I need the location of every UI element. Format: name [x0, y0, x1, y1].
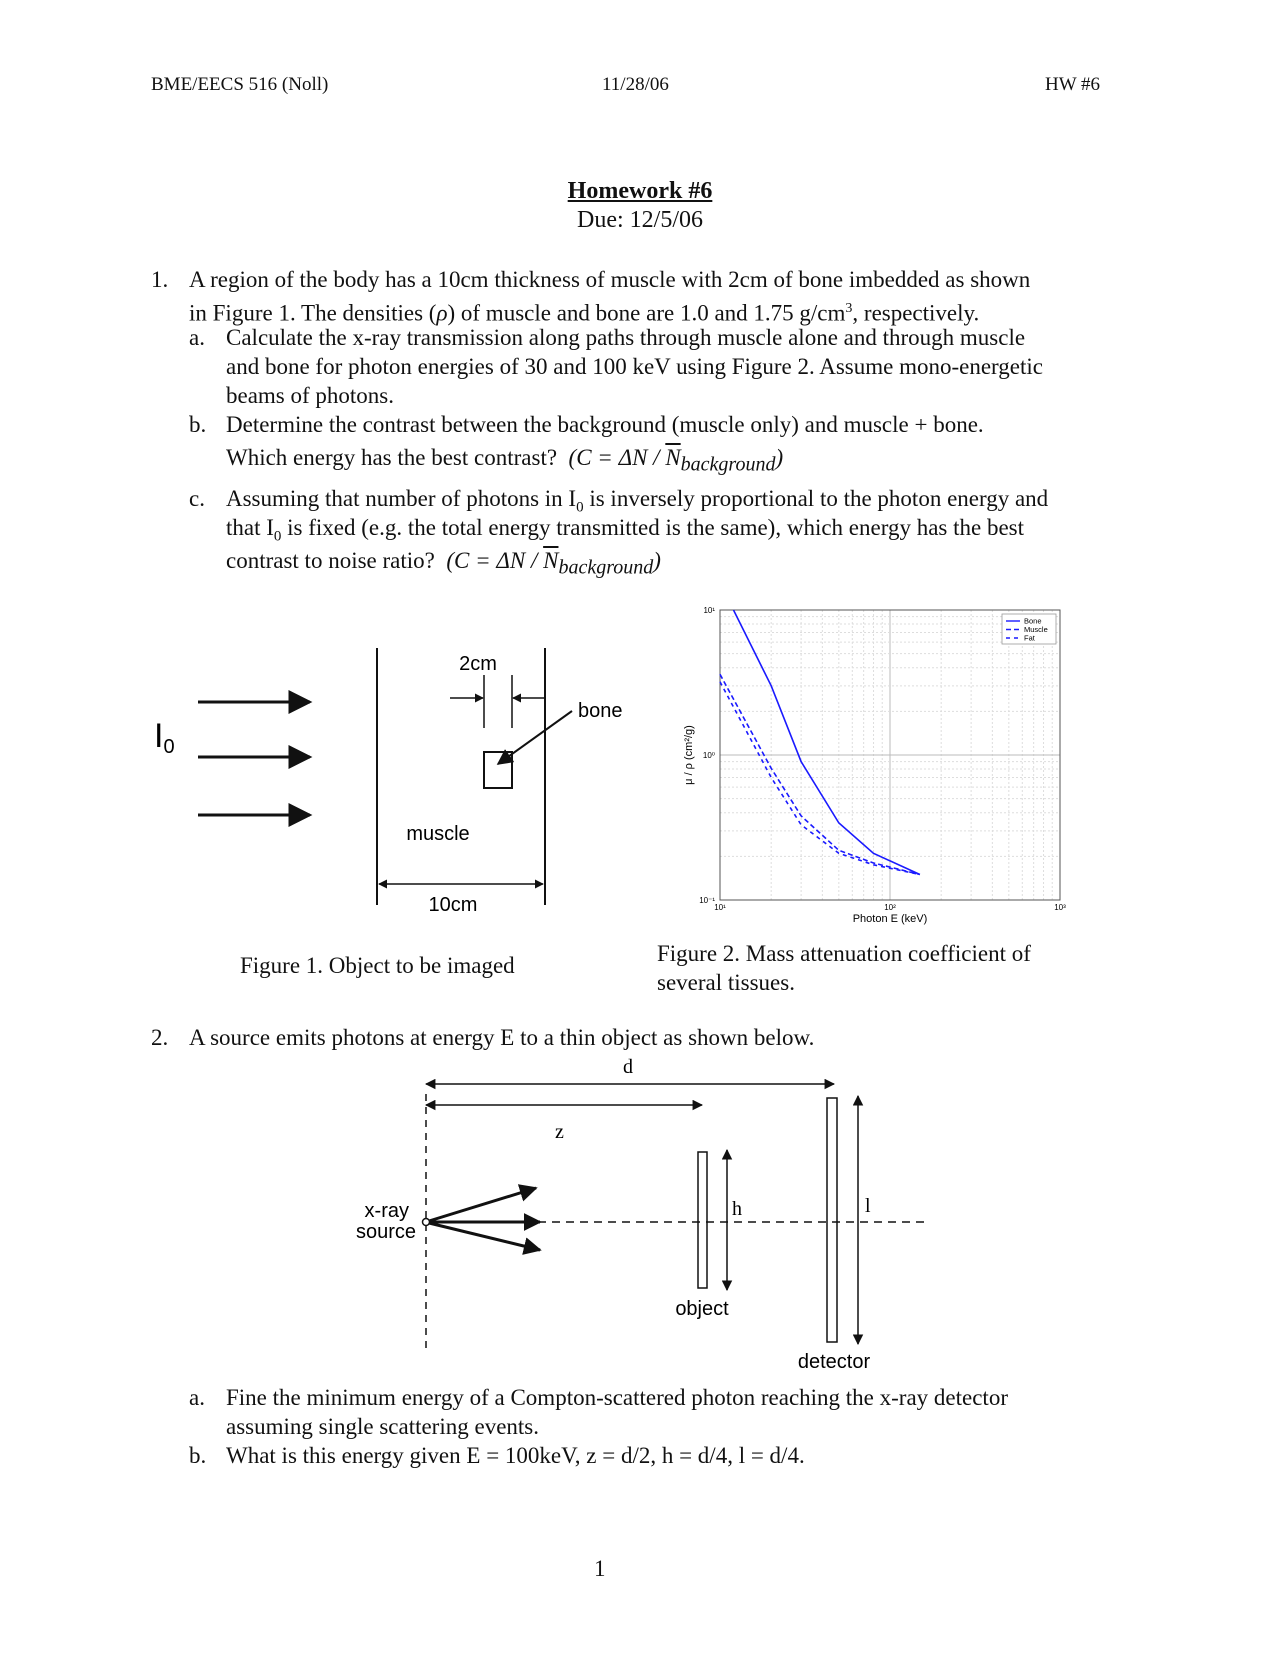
figure-2-chart	[660, 598, 1100, 933]
ray-down	[429, 1223, 540, 1250]
header-date: 11/28/06	[602, 74, 669, 95]
q1c-line1: Assuming that number of photons in $I_0$ is inversely proportional to the photon energy and	[226, 486, 1049, 516]
q1-line1: A region of the body has a 10cm thickness of muscle with 2cm of bone imbedded as shown	[189, 267, 1031, 292]
page-title: Homework #6	[567, 178, 713, 204]
q1c-label: c.	[189, 486, 205, 511]
label-2cm: 2cm	[459, 653, 497, 675]
q1a-line3: beams of photons.	[226, 383, 395, 408]
label-h: h	[732, 1198, 742, 1220]
label-bone: bone	[578, 700, 623, 722]
y-tick-label: 10⁰	[702, 751, 715, 760]
figure-3-geometry	[330, 1050, 950, 1380]
figure-1-caption: Figure 1. Object to be imaged	[240, 953, 515, 978]
q1b-line2: Which energy has the best contrast? $(C = \Delta N / \overline{N}_{background})$	[226, 445, 784, 476]
y-tick-label: 10⁻¹	[699, 896, 715, 905]
label-xray: x-ray	[364, 1200, 409, 1222]
detector-slab	[827, 1098, 837, 1342]
i0-label: I0	[154, 717, 175, 758]
legend-entry: Bone	[1024, 616, 1042, 626]
figure-1	[140, 630, 660, 920]
source-point	[423, 1219, 430, 1226]
q2b-label: b.	[189, 1443, 207, 1468]
q1b-label: b.	[189, 412, 207, 437]
q1-number: 1.	[151, 267, 169, 292]
label-10cm: 10cm	[428, 894, 478, 916]
legend-entry: Fat	[1024, 633, 1035, 643]
q2-number: 2.	[151, 1025, 169, 1050]
q1a-line1: Calculate the x-ray transmission along paths through muscle alone and through muscle	[226, 325, 1026, 350]
legend-entry: Muscle	[1024, 625, 1048, 634]
label-muscle: muscle	[406, 823, 470, 845]
y-tick-label: 10¹	[703, 606, 715, 615]
q2a-line1: Fine the minimum energy of a Compton-scattered photon reaching the x-ray detector	[226, 1385, 1008, 1410]
q2b-line1: What is this energy given E = 100keV, z = d/2, h = d/4, l = d/4.	[226, 1443, 805, 1468]
q1c-line3: contrast to noise ratio? $(C = \Delta N / \overline{N}_{background})$	[226, 548, 661, 579]
object-slab	[698, 1152, 707, 1288]
q1a-line2: and bone for photon energies of 30 and 100 keV using Figure 2. Assume mono-energetic	[226, 354, 1043, 379]
y-axis-label: μ / ρ (cm²/g)	[683, 725, 695, 785]
q2a-label: a.	[189, 1385, 205, 1410]
label-source: source	[355, 1221, 416, 1243]
bone-pointer	[498, 711, 572, 764]
q1c-line2: that $I_0$ is fixed (e.g. the total energy transmitted is the same), which energy has the best	[226, 515, 1025, 545]
x-tick-label: 10¹	[714, 903, 726, 912]
header-course: BME/EECS 516 (Noll)	[151, 74, 329, 95]
series-line-bone	[734, 610, 920, 875]
x-tick-label: 10³	[1054, 903, 1066, 912]
header-hw: HW #6	[1045, 74, 1101, 95]
x-axis-label: Photon E (keV)	[852, 913, 928, 925]
figure-2-caption-1: Figure 2. Mass attenuation coefficient of	[657, 941, 1031, 966]
q2a-line2: assuming single scattering events.	[226, 1414, 539, 1439]
label-l: l	[865, 1195, 871, 1217]
q2-line1: A source emits photons at energy E to a thin object as shown below.	[189, 1025, 815, 1050]
q1-line2: in Figure 1. The densities (ρ) of muscle and bone are 1.0 and 1.75 $g/cm^3$, respectively.	[189, 300, 980, 326]
q1b-line1: Determine the contrast between the background (muscle only) and muscle + bone.	[226, 412, 984, 437]
due-date: Due: 12/5/06	[577, 207, 703, 233]
x-tick-label: 10²	[884, 903, 896, 912]
q1a-label: a.	[189, 325, 205, 350]
contrast-equation: $(C = \Delta N / \overline{N}_{background})$	[568, 445, 784, 476]
label-d: d	[623, 1056, 633, 1078]
label-detector: detector	[797, 1351, 871, 1373]
cnr-equation: $(C = \Delta N / \overline{N}_{background})$	[446, 548, 661, 579]
label-z: z	[555, 1121, 564, 1143]
label-object: object	[675, 1298, 729, 1320]
page-number: 1	[594, 1556, 606, 1581]
figure-2-caption-2: several tissues.	[657, 970, 795, 995]
ray-up	[429, 1188, 536, 1221]
